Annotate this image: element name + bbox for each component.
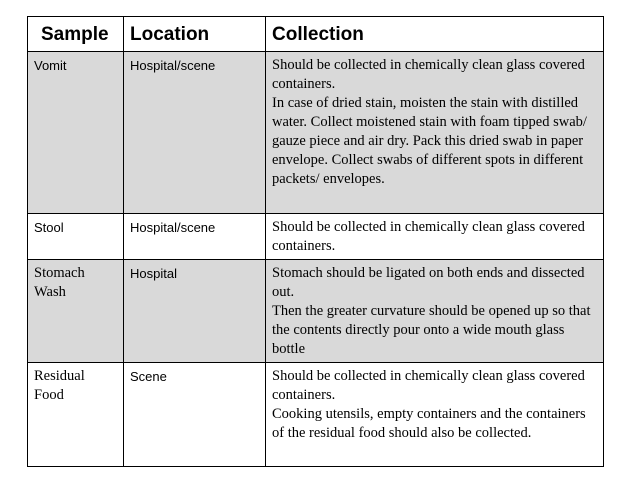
sample-cell (28, 52, 124, 214)
sample-collection-table (27, 16, 604, 467)
header-sample (28, 17, 124, 52)
location-text: Scene (130, 369, 167, 384)
collection-cell (266, 214, 604, 260)
location-text: Hospital (130, 266, 177, 281)
location-cell (124, 214, 266, 260)
table-header-row (28, 17, 604, 52)
collection-paragraph: Stomach should be ligated on both ends and dissected out. (272, 265, 585, 300)
header-location (124, 17, 266, 52)
location-cell (124, 52, 266, 214)
collection-text (266, 260, 603, 362)
header-collection (266, 17, 604, 52)
location-text: Hospital/scene (130, 58, 216, 73)
sample-cell (28, 260, 124, 363)
header-collection-label: Collection (272, 24, 364, 45)
collection-text (266, 363, 603, 446)
table-row (28, 52, 604, 214)
table-row (28, 214, 604, 260)
collection-paragraph: Then the greater curvature should be opened up so that the contents directly pour onto a wide mouth glass bottle (272, 303, 591, 357)
sample-name: Residual Food (34, 368, 85, 403)
header-sample-label: Sample (41, 24, 109, 45)
collection-cell (266, 363, 604, 467)
collection-cell (266, 52, 604, 214)
table-row (28, 363, 604, 467)
collection-paragraph: Should be collected in chemically clean glass covered containers. (272, 219, 585, 254)
collection-paragraph: Cooking utensils, empty containers and the containers of the residual food should also be collected. (272, 406, 586, 441)
sample-name: Stool (34, 220, 64, 235)
collection-cell (266, 260, 604, 363)
sample-name: Vomit (34, 58, 67, 73)
sample-cell (28, 214, 124, 260)
collection-paragraph: Should be collected in chemically clean glass covered containers. (272, 368, 585, 403)
sample-name: Stomach Wash (34, 265, 85, 300)
location-cell (124, 363, 266, 467)
collection-paragraph: Should be collected in chemically clean glass covered containers. (272, 57, 585, 92)
location-cell (124, 260, 266, 363)
table-row (28, 260, 604, 363)
header-location-label: Location (130, 24, 210, 45)
collection-text (266, 52, 603, 192)
collection-text (266, 214, 603, 259)
collection-paragraph: In case of dried stain, moisten the stain with distilled water. Collect moistened stain with foam tipped swab/ gauze piece and air dry. Pack this dried swab in paper envelope. Collect swabs of different spots in different packets/ envelopes. (272, 95, 587, 187)
sample-cell (28, 363, 124, 467)
location-text: Hospital/scene (130, 220, 216, 235)
